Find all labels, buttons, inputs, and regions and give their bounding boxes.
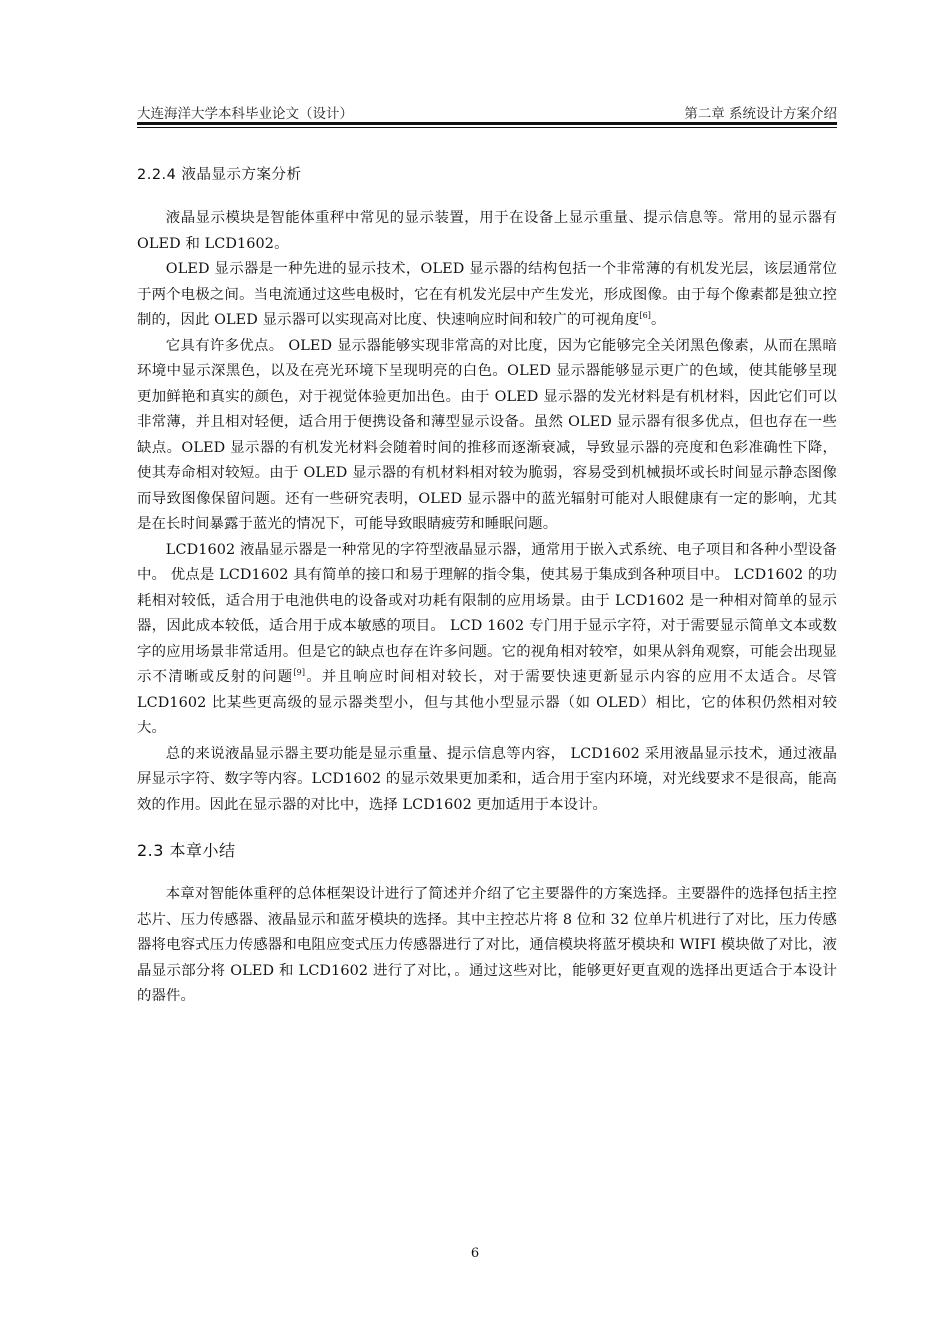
paragraph-oled-description bbox=[137, 257, 837, 334]
header-chapter-title: 第二章 系统设计方案介绍 bbox=[684, 106, 837, 122]
paragraph-chapter-summary bbox=[137, 882, 837, 1010]
paragraph-tail: 。 bbox=[651, 312, 666, 328]
page-header bbox=[137, 104, 837, 124]
section-heading-2-3: 2.3 本章小结 bbox=[137, 841, 236, 860]
citation-ref: [6] bbox=[639, 311, 651, 321]
paragraph-text: 液晶显示模块是智能体重秤中常见的显示装置，用于在设备上显示重量、提示信息等。常用的显示器有 OLED 和 LCD1602。 bbox=[137, 210, 837, 252]
paragraph-text: LCD1602 液晶显示器是一种常见的字符型液晶显示器，通常用于嵌入式系统、电子项目和各种小型设备中。 优点是 LCD1602 具有简单的接口和易于理解的指令集，使其易于集成到各种项目中。 LCD1602 的功耗相对较低，适合用于电池供电的设备或对功耗有限制的应用场景。由于 LCD1602 是一种相对简单的显示器，因此成本较低，适合用于成本敏感的项目。 LCD 1602 专门用于显示字符，对于需要显示简单文本或数字的应用场景非常适用。但是它的缺点也存在许多问题。它的视角相对较窄，如果从斜角观察，可能会出现显示不清晰或反射的问题 bbox=[137, 541, 837, 685]
section-heading-2-2-4: 2.2.4 液晶显示方案分析 bbox=[137, 167, 302, 183]
header-thesis-title: 大连海洋大学本科毕业论文（设计） bbox=[137, 106, 353, 122]
page-number: 6 bbox=[470, 1246, 480, 1261]
paragraph-lcd-intro bbox=[137, 206, 837, 257]
paragraph-lcd1602-description bbox=[137, 538, 837, 742]
paragraph-text: 本章对智能体重秤的总体框架设计进行了简述并介绍了它主要器件的方案选择。主要器件的选择包括主控芯片、压力传感器、液晶显示和蓝牙模块的选择。其中主控芯片将 8 位和 32 位单片机进行了对比，压力传感器将电容式压力传感器和电阻应变式压力传感器进行了对比，通信模块将蓝牙模块和 WIFI 模块做了对比，液晶显示部分将 OLED 和 LCD1602 进行了对比，。通过这些对比，能够更好更直观的选择出更适合于本设计的器件。 bbox=[137, 886, 837, 1004]
header-rule-thin bbox=[137, 127, 837, 128]
page-body bbox=[137, 160, 837, 1010]
paragraph-text: OLED 显示器是一种先进的显示技术，OLED 显示器的结构包括一个非常薄的有机发光层，该层通常位于两个电极之间。当电流通过这些电极时，它在有机发光层中产生发光，形成图像。由于每个像素都是独立控制的，因此 OLED 显示器可以实现高对比度、快速响应时间和较广的可视角度 bbox=[137, 261, 837, 328]
paragraph-text: 它具有许多优点。 OLED 显示器能够实现非常高的对比度，因为它能够完全关闭黑色像素，从而在黑暗环境中显示深黑色，以及在亮光环境下呈现明亮的白色。OLED 显示器能够显示更广的色域，使其能够呈现更加鲜艳和真实的颜色，对于视觉体验更加出色。由于 OLED 显示器的发光材料是有机材料，因此它们可以非常薄，并且相对轻便，适合用于便携设备和薄型显示设备。虽然 OLED 显示器有很多优点，但也存在一些缺点。OLED 显示器的有机发光材料会随着时间的推移而逐渐衰减，导致显示器的亮度和色彩准确性下降，使其寿命相对较短。由于 OLED 显示器的有机材料相对较为脆弱，容易受到机械损坏或长时间显示静态图像而导致图像保留问题。还有一些研究表明，OLED 显示器中的蓝光辐射可能对人眼健康有一定的影响，尤其是在长时间暴露于蓝光的情况下，可能导致眼睛疲劳和睡眠问题。 bbox=[137, 337, 837, 532]
header-rule-thick bbox=[137, 122, 837, 125]
citation-ref: [9] bbox=[293, 668, 306, 678]
paragraph-oled-pros-cons bbox=[137, 334, 837, 538]
paragraph-text: 总的来说液晶显示器主要功能是显示重量、提示信息等内容， LCD1602 采用液晶显示技术，通过液晶屏显示字符、数字等内容。LCD1602 的显示效果更加柔和，适合用于室内环境，对光线要求不是很高，能高效的作用。因此在显示器的对比中，选择 LCD1602 更加适用于本设计。 bbox=[137, 745, 837, 813]
paragraph-display-conclusion bbox=[137, 742, 837, 819]
paragraph-tail: 。并且响应时间相对较长，对于需要快速更新显示内容的应用不太适合。尽管 LCD1602 比某些更高级的显示器类型小，但与其他小型显示器（如 OLED）相比，它的体积仍然相对较大。 bbox=[137, 669, 837, 736]
